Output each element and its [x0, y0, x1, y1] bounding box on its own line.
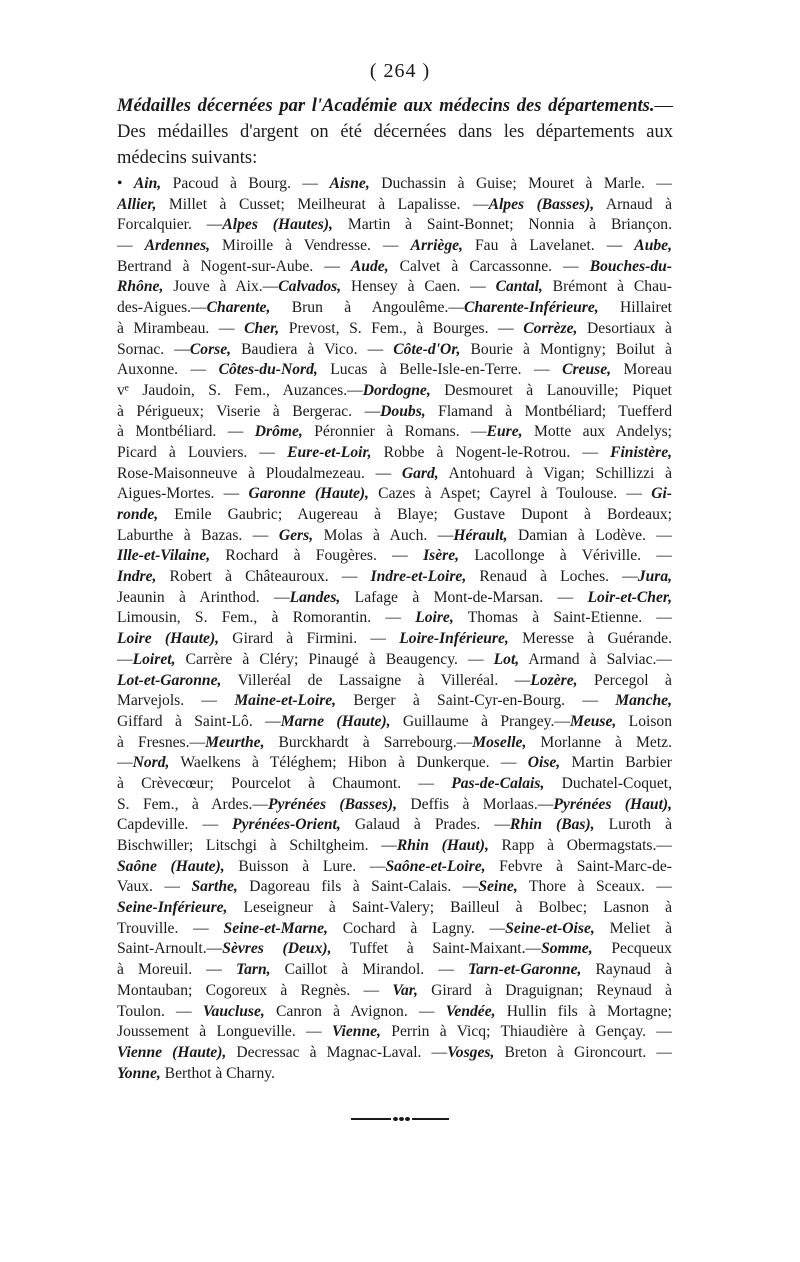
line-text: Saint-Arnoult.— [117, 940, 223, 958]
department-name: Alpes (Hautes), [222, 216, 333, 234]
line-text: Leseigneur à Saint-Valery; Bailleul à Bolbec; Lasnon à [227, 899, 672, 917]
line-text: Armand à Salviac.— [519, 650, 672, 668]
department-name: Loire, [415, 609, 454, 627]
text-line [117, 981, 672, 1002]
text-line [117, 464, 672, 485]
department-name: Eure-et-Loir, [287, 443, 372, 461]
line-text: Flamand à Montbéliard; Tuefferd [425, 402, 672, 420]
line-text: Auxonne. — [117, 361, 219, 379]
line-text: Jeaunin à Arinthod. — [117, 588, 290, 606]
text-line [117, 340, 672, 361]
department-name: Seine-et-Marne, [223, 919, 328, 937]
line-text: Desortiaux à [577, 319, 672, 337]
text-line [117, 422, 672, 443]
line-text: Girard à Draguignan; Reynaud à [417, 981, 672, 999]
department-name: Cher, [244, 319, 280, 337]
line-text: à Crèvecœur; Pourcelot à Chaumont. — [117, 774, 452, 792]
line-text: Millet à Cusset; Meilheurat à Lapalisse. — [156, 195, 489, 213]
department-name: Saône (Haute), [117, 857, 225, 875]
line-text: Trouville. — [117, 919, 224, 937]
text-line [117, 484, 672, 505]
department-name: Yonne, [117, 1064, 161, 1082]
heading-title: Médailles décernées par l'Académie aux médecins des départements. [117, 96, 655, 116]
line-text: Percegol à [577, 671, 672, 689]
line-text: Thore à Sceaux. — [517, 878, 672, 896]
line-text: Breton à Gironcourt. — [494, 1043, 672, 1061]
department-name: Dordogne, [362, 381, 431, 399]
text-line [117, 319, 672, 340]
line-text: Pecqueux [592, 940, 672, 958]
text-line [117, 608, 672, 629]
line-text: Dagoreau fils à Saint-Calais. — [237, 878, 479, 896]
line-text: Jouve à Aix.— [163, 278, 279, 296]
section-heading [117, 93, 673, 171]
text-line [117, 526, 672, 547]
department-name: Drôme, [254, 423, 303, 441]
line-text: Desmouret à Lanouville; Piquet [430, 381, 672, 399]
department-name: Vienne, [331, 1023, 381, 1041]
department-name: Tarn-et-Garonne, [468, 961, 582, 979]
line-text: Lacollonge à Vériville. — [459, 547, 672, 565]
text-line [117, 1022, 672, 1043]
line-text: Renaud à Loches. — [466, 568, 638, 586]
line-text: Aigues-Mortes. — [117, 485, 249, 503]
text-line [117, 381, 672, 402]
department-name: Aube, [634, 237, 672, 255]
line-text: Brémont à Chau- [542, 278, 672, 296]
line-text: Luroth à [594, 816, 672, 834]
text-line [117, 960, 672, 981]
line-text: Bourie à Montigny; Boilut à [460, 340, 672, 358]
line-text: Morlanne à Metz. [526, 733, 672, 751]
line-text: — [117, 237, 145, 255]
line-text: Miroille à Vendresse. — [210, 237, 411, 255]
line-text: à Mirambeau. — [117, 319, 245, 337]
line-text: Robert à Châteauroux. — [156, 568, 371, 586]
text-line [117, 195, 672, 216]
department-name: Indre, [117, 568, 157, 586]
line-text: à Montbéliard. — [117, 423, 255, 441]
text-line [117, 774, 672, 795]
line-text: Loison [616, 712, 672, 730]
department-name: Allier, [117, 195, 157, 213]
text-line [117, 1064, 672, 1085]
line-text: Cochard à Lagny. — [327, 919, 506, 937]
department-name: Pyrénées (Basses), [268, 795, 398, 813]
department-name: Marne (Haute), [280, 712, 391, 730]
line-text: Laburthe à Bazas. — [117, 526, 279, 544]
department-name: Finistère, [610, 443, 672, 461]
department-name: Hérault, [453, 526, 508, 544]
line-text: Péronnier à Romans. — [302, 423, 487, 441]
text-line [117, 753, 672, 774]
line-text: Duchassin à Guise; Mouret à Marle. — [369, 175, 672, 192]
line-text: Meliet à [594, 919, 672, 937]
text-line [117, 691, 672, 712]
text-line [117, 919, 672, 940]
department-name: Loire-Inférieure, [399, 630, 509, 648]
department-name: Loir-et-Cher, [587, 588, 672, 606]
line-text: Thomas à Saint-Etienne. — [453, 609, 672, 627]
line-text: Cazes à Aspet; Cayrel à Toulouse. — [368, 485, 652, 503]
text-line [117, 236, 672, 257]
department-name: Indre-et-Loire, [370, 568, 467, 586]
department-name: Tarn, [236, 961, 271, 979]
text-line [117, 277, 672, 298]
line-text: Calvet à Carcassonne. — [388, 257, 590, 275]
line-text: Pacoud à Bourg. — [161, 175, 330, 192]
text-line [117, 733, 672, 754]
text-line [117, 650, 672, 671]
department-name: Seine, [478, 878, 518, 896]
department-name: Calvados, [278, 278, 342, 296]
department-name: Bouches-du- [589, 257, 672, 275]
department-name: Ardennes, [144, 237, 211, 255]
department-name: Côte-d'Or, [393, 340, 461, 358]
line-text: à Moreuil. — [117, 961, 237, 979]
line-text: Antohuard à Vigan; Schillizzi à [438, 464, 672, 482]
line-text: Galaud à Prades. — [340, 816, 510, 834]
department-name: Pyrénées (Haut), [553, 795, 672, 813]
department-name: Meuse, [569, 712, 617, 730]
text-line [117, 567, 672, 588]
page-number: ( 264 ) [369, 60, 431, 82]
line-text: Montauban; Cogoreux à Regnès. — [117, 981, 393, 999]
text-line [117, 546, 672, 567]
department-name: Gers, [278, 526, 314, 544]
line-text: Martin Barbier [560, 754, 672, 772]
line-text: à Fresnes.— [117, 733, 206, 751]
line-text: Caillot à Mirandol. — [270, 961, 469, 979]
text-line [117, 629, 672, 650]
line-text: Moreau [611, 361, 672, 379]
body-text [117, 174, 672, 1084]
text-line [117, 671, 672, 692]
department-name: Oise, [527, 754, 561, 772]
line-text: Toulon. — [117, 1002, 203, 1020]
department-name: Sarthe, [191, 878, 238, 896]
line-text: — [117, 754, 133, 772]
department-name: Meurthe, [205, 733, 265, 751]
department-name: Corrèze, [523, 319, 578, 337]
department-name: Pyrénées-Orient, [232, 816, 341, 834]
text-line [117, 298, 672, 319]
text-line [117, 898, 672, 919]
line-text: Lafage à Mont-de-Marsan. — [340, 588, 588, 606]
line-text: Motte aux Andelys; [522, 423, 672, 441]
department-name: Jura, [637, 568, 672, 586]
end-ornament [351, 1117, 449, 1121]
line-text: Rochard à Fougères. — [210, 547, 424, 565]
department-name: Manche, [615, 692, 672, 710]
text-line [117, 174, 672, 195]
department-name: Vosges, [447, 1043, 495, 1061]
department-name: Cantal, [495, 278, 543, 296]
line-text: Emile Gaubric; Augereau à Blaye; Gustave Dupont à Bordeaux; [158, 506, 672, 523]
line-text: Lucas à Belle-Isle-en-Terre. — [317, 361, 563, 379]
department-name: Aisne, [329, 175, 370, 192]
department-name: Arriège, [410, 237, 463, 255]
department-name: Lot-et-Garonne, [117, 671, 222, 689]
department-name: Pas-de-Calais, [451, 774, 545, 792]
line-text: Bischwiller; Litschgi à Schiltgheim. — [117, 837, 397, 854]
line-text: Brun à Angoulême.— [270, 299, 464, 317]
text-line [117, 836, 672, 857]
line-text: Picard à Louviers. — [117, 443, 288, 461]
department-name: Alpes (Basses), [488, 195, 595, 213]
department-name: Ain, [133, 175, 162, 192]
department-name: Côtes-du-Nord, [218, 361, 318, 379]
line-text: Tuffet à Saint-Maixant.— [331, 940, 542, 958]
line-text: Meresse à Guérande. [508, 630, 672, 648]
line-text: Damian à Lodève. — [507, 526, 672, 544]
line-text: Decressac à Magnac-Laval. — [226, 1043, 448, 1061]
line-text: Deffis à Morlaas.— [397, 795, 554, 813]
line-text: Girard à Firmini. — [219, 630, 400, 648]
line-text: à Périgueux; Viserie à Bergerac. — [117, 402, 381, 420]
department-name: Sèvres (Deux), [222, 940, 332, 958]
line-text: vᵉ Jaudoin, S. Fem., Auzances.— [117, 381, 363, 399]
department-name: Loiret, [132, 650, 176, 668]
text-line [117, 857, 672, 878]
department-name: ronde, [117, 506, 159, 523]
department-name: Rhin (Bas), [509, 816, 595, 834]
department-name: Seine-et-Oise, [505, 919, 595, 937]
department-name: Aude, [350, 257, 389, 275]
line-text: Marvejols. — [117, 692, 235, 710]
text-line [117, 939, 672, 960]
line-text: Bertrand à Nogent-sur-Aube. — [117, 257, 351, 275]
department-name: Vaucluse, [202, 1002, 265, 1020]
department-name: Ille-et-Vilaine, [117, 547, 211, 565]
line-text: Giffard à Saint-Lô. — [117, 712, 281, 730]
line-text: Raynaud à [581, 961, 672, 979]
line-text: Buisson à Lure. — [224, 857, 386, 875]
line-text: Canron à Avignon. — [264, 1002, 446, 1020]
text-line [117, 402, 672, 423]
department-name: Corse, [189, 340, 232, 358]
department-name: Lozère, [530, 671, 578, 689]
text-line [117, 257, 672, 278]
text-line [117, 505, 672, 526]
line-text: Arnaud à [594, 195, 672, 213]
text-line [117, 712, 672, 733]
line-text: Baudiera à Vico. — [231, 340, 394, 358]
department-name: Doubs, [380, 402, 426, 420]
line-text: Sornac. — [117, 340, 190, 358]
department-name: Loire (Haute), [117, 630, 220, 648]
department-name: Rhin (Haut), [396, 837, 489, 854]
line-text: Burckhardt à Sarrebourg.— [264, 733, 473, 751]
department-name: Gi- [651, 485, 672, 503]
text-line [117, 443, 672, 464]
department-name: Charente, [206, 299, 271, 317]
line-text: Martin à Saint-Bonnet; Nonnia à Briançon. [332, 216, 672, 234]
line-text: Molas à Auch. — [313, 526, 454, 544]
line-text: • [117, 175, 134, 192]
department-name: Isère, [423, 547, 460, 565]
department-name: Rhône, [117, 278, 164, 296]
department-name: Landes, [289, 588, 341, 606]
line-text: Limousin, S. Fem., à Romorantin. — [117, 609, 416, 627]
line-text: Perrin à Vicq; Thiaudière à Gençay. — [380, 1023, 672, 1041]
line-text: Hensey à Caen. — [341, 278, 496, 296]
department-name: Gard, [401, 464, 439, 482]
line-text: Rapp à Obermagstats.— [488, 837, 672, 854]
text-line [117, 795, 672, 816]
department-name: Var, [392, 981, 418, 999]
text-line [117, 1002, 672, 1023]
line-text: Berger à Saint-Cyr-en-Bourg. — [336, 692, 616, 710]
department-name: Vendée, [445, 1002, 496, 1020]
text-line [117, 877, 672, 898]
department-name: Creuse, [562, 361, 612, 379]
line-text: Prevost, S. Fem., à Bourges. — [279, 319, 524, 337]
department-name: Vienne (Haute), [117, 1043, 227, 1061]
department-name: Lot, [493, 650, 520, 668]
line-text: Duchatel-Coquet, [544, 774, 672, 792]
line-text: Waelkens à Téléghem; Hibon à Dunkerque. — [169, 754, 528, 772]
line-text: Robbe à Nogent-le-Rotrou. — [371, 443, 611, 461]
department-name: Somme, [541, 940, 593, 958]
department-name: Maine-et-Loire, [234, 692, 337, 710]
line-text: Hullin fils à Mortagne; [495, 1002, 672, 1020]
line-text: S. Fem., à Ardes.— [117, 795, 269, 813]
department-name: Saône-et-Loire, [385, 857, 486, 875]
text-line [117, 1043, 672, 1064]
department-name: Nord, [132, 754, 170, 772]
line-text: Febvre à Saint-Marc-de- [485, 857, 672, 875]
text-line [117, 815, 672, 836]
line-text: Capdeville. — [117, 816, 233, 834]
line-text: Hillairet [598, 299, 672, 317]
line-text: Villeréal de Lassaigne à Villeréal. — [221, 671, 531, 689]
text-line [117, 215, 672, 236]
department-name: Seine-Inférieure, [117, 899, 228, 917]
line-text: Forcalquier. — [117, 216, 223, 234]
text-line [117, 360, 672, 381]
line-text: Berthot à Charny. [160, 1064, 275, 1082]
line-text: Rose-Maisonneuve à Ploudalmezeau. — [117, 464, 402, 482]
line-text: Guillaume à Prangey.— [390, 712, 570, 730]
line-text: des-Aigues.— [117, 299, 207, 317]
department-name: Charente-Inférieure, [463, 299, 599, 317]
department-name: Moselle, [472, 733, 527, 751]
line-text: Fau à Lavelanet. — [462, 237, 635, 255]
line-text: — [117, 650, 133, 668]
line-text: Vaux. — [117, 878, 192, 896]
text-line [117, 588, 672, 609]
department-name: Garonne (Haute), [248, 485, 369, 503]
department-name: Eure, [486, 423, 523, 441]
heading-text: —Des médailles d'argent on été décernées dans les départements aux médecins suivants: [117, 96, 673, 168]
line-text: Joussement à Longueville. — [117, 1023, 332, 1041]
line-text: Carrère à Cléry; Pinaugé à Beaugency. — [175, 650, 494, 668]
